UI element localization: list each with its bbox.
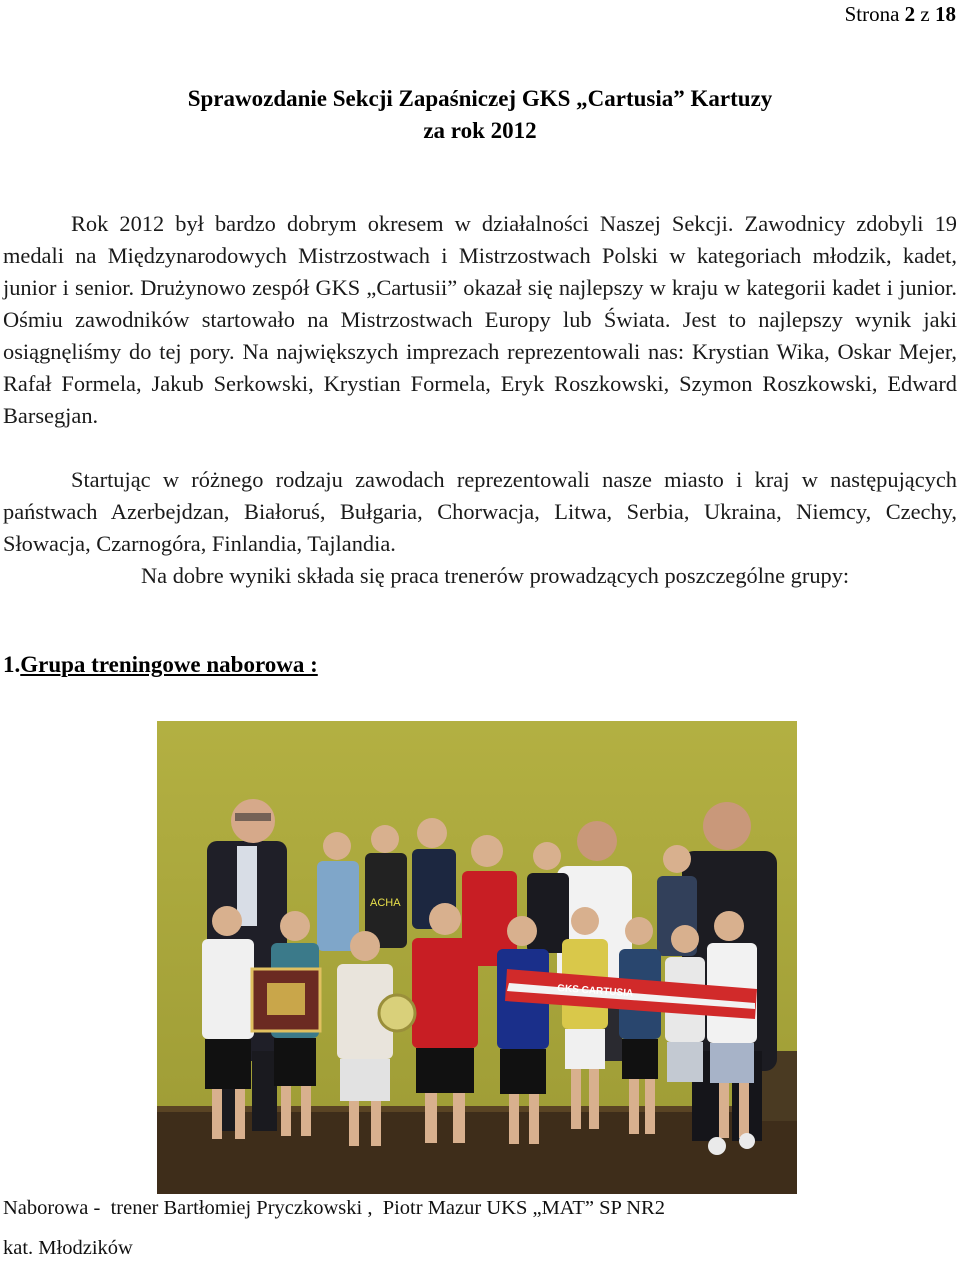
paragraph-intro: Rok 2012 był bardzo dobrym okresem w działalności Naszej Sekcji. Zawodnicy zdobyli 19 medali na Międzynarodowych Mistrzostwach i Mistrzostwach Polski w kategoriach młodzik, kadet, junior i senior. Drużynowo zespół GKS „Cartusii” okazał się najlepszy w kraju w kategorii kadet i junior. Ośmiu zawodników startowało na Mistrzostwach Europy lub Świata. Jest to najlepszy wynik jaki osiągnęliśmy do tej pory. Na największych imprezach reprezentowali nas: Krystian Wika, Oskar Mejer, Rafał Formela, Jakub Serkowski, Krystian Formela, Eryk Roszkowski, Szymon Roszkowski, Edward Barsegjan. bbox=[3, 211, 957, 428]
paragraph-coaches: Na dobre wyniki składa się praca trenerów prowadzących poszczególne grupy: bbox=[141, 563, 850, 588]
document-title: Sprawozdanie Sekcji Zapaśniczej GKS „Cartusia” Kartuzy bbox=[187, 86, 773, 111]
shirt-text: ACHA bbox=[370, 897, 401, 909]
plaque bbox=[252, 969, 320, 1031]
photo-caption: Naborowa - trener Bartłomiej Pryczkowski , Piotr Mazur UKS „MAT” SP NR2 bbox=[3, 1197, 665, 1219]
photo-caption-category: kat. Młodzików bbox=[3, 1237, 133, 1259]
banner-text: GKS CARTUSIA bbox=[556, 983, 634, 1000]
page-number: Strona 2 z 18 bbox=[844, 2, 956, 26]
section-title: Grupa treningowe naborowa : bbox=[20, 652, 318, 677]
section-heading bbox=[3, 652, 318, 678]
team-photo bbox=[157, 721, 797, 1194]
section-number: 1. bbox=[3, 652, 21, 677]
team-photo-illustration bbox=[157, 721, 797, 1194]
paragraph-countries: Startując w różnego rodzaju zawodach reprezentowali nasze miasto i kraj w następujących państwach Azerbejdzan, Białoruś, Bułgaria, Chorwacja, Litwa, Serbia, Ukraina, Niemcy, Czechy, Słowacja, Czarnogóra, Finlandia, Tajlandia. bbox=[3, 467, 957, 556]
document-subtitle: za rok 2012 bbox=[423, 118, 537, 143]
medal bbox=[379, 995, 415, 1031]
